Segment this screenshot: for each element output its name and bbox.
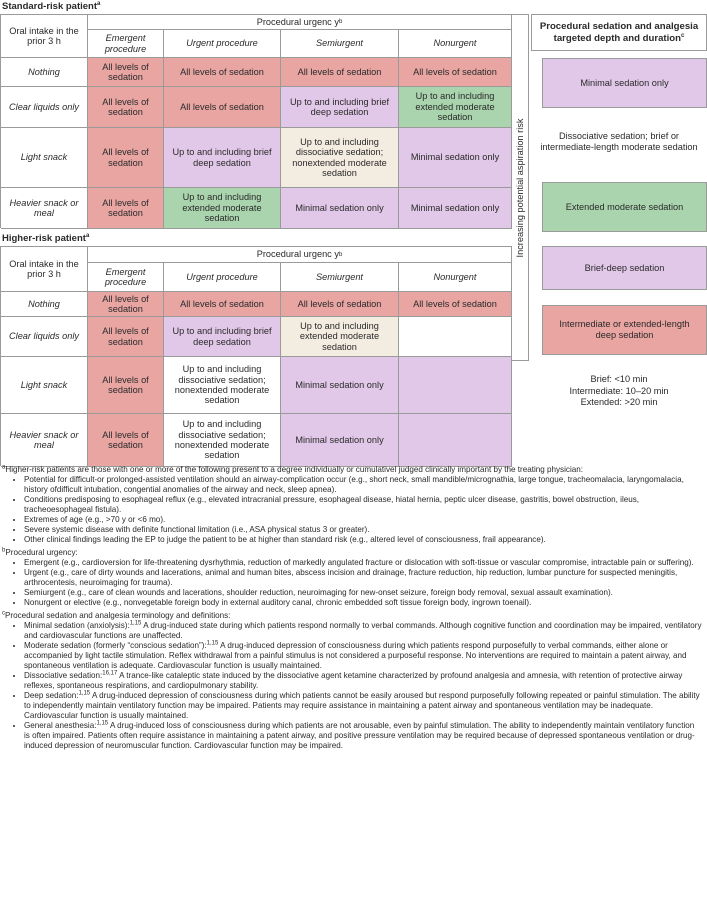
- table-cell: Up to and including brief deep sedation: [281, 87, 399, 128]
- table-cell: All levels of sedation: [88, 292, 164, 317]
- table-cell: All levels of sedation: [88, 414, 164, 467]
- row-label: Light snack: [1, 128, 88, 188]
- table-cell: All levels of sedation: [88, 128, 164, 188]
- footnotes: [2, 462, 702, 751]
- table-cell: Up to and including extended moderate sedation: [164, 188, 281, 229]
- footnote-item: • Extremes of age (e.g., >70 y or <6 mo).: [24, 515, 702, 525]
- procedural-urgency-header: Procedural urgenc y b: [88, 247, 512, 263]
- duration-legend: [531, 374, 707, 409]
- table-cell: Up to and including dissociative sedation; nonextended moderate sedation: [164, 414, 281, 467]
- footnote-item: • Nonurgent or elective (e.g., nonvegetable foreign body in external auditory canal, chronic embedded soft tissue foreign body, ingrown toenail).: [24, 598, 702, 608]
- table-cell: Up to and including dissociative sedation; nonextended moderate sedation: [281, 128, 399, 188]
- standard-risk-table: [0, 14, 512, 228]
- oral-intake-header: Oral intake in the prior 3 h: [1, 15, 88, 58]
- table-cell: [399, 414, 512, 467]
- column-header: Nonurgent: [399, 30, 512, 58]
- footnote-b: $^b$Procedural urgency: • Emergent (e.g., cardioversion for life-threatening dysrhythmia, reduction of markedly angulated fracture or dislocation with soft-tissue or vascular compromise, intractable pain or suffering). • Urgent (e.g., care of dirty wounds and lacerations, animal and human bites, abscess incision and drainage, fracture reduction, hip reduction, lumbar puncture for suspected meningitis, arthrocentesis, neuroimaging for trauma). • Semiurgent (e.g., care of clean wounds and lacerations, shoulder reduction, neuroimaging for new-onset seizure, foreign body removal, sexual assault examination). • Nonurgent or elective (e.g., nonvegetable foreign body in external auditory canal, chronic embedded soft tissue foreign body, ingrown toenail).: [2, 548, 702, 608]
- definition-item: • General anesthesia:$^{1,15}$ A drug-induced loss of consciousness during which patients are not arousable, even by painful stimulation. The ability to independently maintain ventilatory function is often impaired. Patients often require assistance in maintaining a patent airway, and positive pressure ventilation may be required because of depressed spontaneous ventilation or drug-induced depression of neuromuscular function. Cardiovascular function may be impaired.: [24, 721, 702, 751]
- row-label: Clear liquids only: [1, 317, 88, 357]
- standard-risk-title: Standard-risk patient$^a$: [2, 0, 101, 12]
- column-header: Semiurgent: [281, 30, 399, 58]
- table-cell: All levels of sedation: [281, 58, 399, 87]
- table-cell: Up to and including extended moderate sedation: [281, 317, 399, 357]
- risk-axis-label: Increasing potential aspiration risk: [514, 118, 525, 257]
- table-cell: All levels of sedation: [88, 87, 164, 128]
- footnote-a: $^a$Higher-risk patients are those with one or more of the following present to a degree individually or cumulativel judged clinically important by the treating physician: • Potential for difficult-or prolonged-assisted ventilation should an airway-complication occur (e.g., short neck, small mandible/micrognathia, large tongue, tracheomalacia, laryngomalacia, history ofdifficult intubation, congential anomalies of the airway and neck, sleep apnea). • Conditions predisposing to esophageal reflux (e.g., elevated intracranial pressure, esophageal disease, hiatal hernia, peptic ulcer disease, gastritis, bowel obstruction, ileus, tracheoesophageal fistula). • Extremes of age (e.g., >70 y or <6 mo). • Severe systemic disease with definite functional limitation (i.e., ASA physical status 3 or greater). • Other clinical findings leading the EP to judge the patient to be at higher than standard risk (e.g., altered level of consciousness, frail appearance).: [2, 465, 702, 545]
- table-cell: [399, 317, 512, 357]
- table-cell: All levels of sedation: [164, 87, 281, 128]
- row-label: Light snack: [1, 357, 88, 414]
- table-cell: Up to and including brief deep sedation: [164, 317, 281, 357]
- procedural-urgency-header: Procedural urgenc y b: [88, 15, 512, 30]
- table-cell: Minimal sedation only: [281, 357, 399, 414]
- oral-intake-header: Oral intake in the prior 3 h: [1, 247, 88, 292]
- legend-item: Dissociative sedation; brief or intermediate-length moderate sedation: [531, 117, 707, 167]
- column-header: Urgent procedure: [164, 30, 281, 58]
- table-cell: All levels of sedation: [399, 292, 512, 317]
- row-label: Nothing: [1, 58, 88, 87]
- legend-item: Intermediate or extended-length deep sedation: [542, 305, 707, 355]
- table-cell: Up to and including extended moderate sedation: [399, 87, 512, 128]
- column-header: Semiurgent: [281, 263, 399, 292]
- table-cell: All levels of sedation: [88, 188, 164, 229]
- column-header: Nonurgent: [399, 263, 512, 292]
- higher-risk-title: Higher-risk patient$^a$: [2, 232, 90, 244]
- row-label: Heavier snack or meal: [1, 414, 88, 467]
- column-header: Emergent procedure: [88, 30, 164, 58]
- legend-title: Procedural sedation and analgesia targeted depth and duration$^c$: [531, 14, 707, 51]
- table-cell: Up to and including dissociative sedation; nonextended moderate sedation: [164, 357, 281, 414]
- legend-item: Brief-deep sedation: [542, 246, 707, 290]
- duration-intermediate: Intermediate: 10–20 min: [569, 385, 669, 396]
- table-cell: All levels of sedation: [88, 58, 164, 87]
- duration-extended: Extended: >20 min: [580, 397, 658, 407]
- definition-item: • Dissociative sedation:$^{16,17}$ A trance-like cataleptic state induced by the dissociative agent ketamine characterized by profound analgesia and amnesia, with retention of protective airway reflexes, spontaneous respirations, and cardiopulmonary stability.: [24, 671, 702, 691]
- table-cell: [399, 357, 512, 414]
- footnote-item: • Potential for difficult-or prolonged-assisted ventilation should an airway-complication occur (e.g., short neck, small mandible/micrognathia, large tongue, tracheomalacia, laryngomalacia, history ofdifficult intubation, congential anomalies of the airway and neck, sleep apnea).: [24, 475, 702, 495]
- footnote-item: • Urgent (e.g., care of dirty wounds and lacerations, animal and human bites, abscess incision and drainage, fracture reduction, hip reduction, lumbar puncture for suspected meningitis, arthrocentesis, neuroimaging for trauma).: [24, 568, 702, 588]
- table-cell: All levels of sedation: [164, 58, 281, 87]
- footnote-item: • Severe systemic disease with definite functional limitation (i.e., ASA physical status 3 or greater).: [24, 525, 702, 535]
- row-label: Heavier snack or meal: [1, 188, 88, 229]
- table-cell: Minimal sedation only: [281, 188, 399, 229]
- column-header: Urgent procedure: [164, 263, 281, 292]
- footnote-c: $^c$Procedural sedation and analgesia terminology and definitions: • Minimal sedation (anxiolysis):$^{1,15}$ A drug-induced state during which patients respond normally to verbal commands. Although cognitive function and coordination may be impaired, ventilatory and cardiovascular functions are unaffected. • Moderate sedation (formerly “conscious sedation”):$^{1,15}$ A drug-induced depression of consciousness during which patients respond purposefully to verbal commands, either alone or accompanied by light tactile stimulation. Reflex withdrawal from a painful stimulus is not considered a purposeful response. No interventions are required to maintain a patent airway, and spontaneous ventilation is adequate. Cardiovascular function is usually maintained. • Dissociative sedation:$^{16,17}$ A trance-like cataleptic state induced by the dissociative agent ketamine characterized by profound analgesia and amnesia, with retention of protective airway reflexes, spontaneous respirations, and cardiopulmonary stability. • Deep sedation:$^{1,15}$ A drug-induced depression of consciousness during which patients cannot be easily aroused but respond purposefully following repeated or painful stimulation. The ability to independently maintain ventilatory function may be impaired. Patients may require assistance in maintaining a patent airway and spontaneous ventilation may be inadequate. Cardiovascular function is usually maintained. • General anesthesia:$^{1,15}$ A drug-induced loss of consciousness during which patients are not arousable, even by painful stimulation. The ability to independently maintain ventilatory function is often impaired. Patients often require assistance in maintaining a patent airway, and positive pressure ventilation may be required because of depressed spontaneous ventilation or drug-induced depression of neuromuscular function. Cardiovascular function may be impaired.: [2, 611, 702, 751]
- table-cell: Minimal sedation only: [399, 128, 512, 188]
- table-cell: Minimal sedation only: [281, 414, 399, 467]
- footnote-item: • Conditions predisposing to esophageal reflux (e.g., elevated intracranial pressure, esophageal disease, hiatal hernia, peptic ulcer disease, gastritis, bowel obstruction, ileus, tracheoesophageal fistula).: [24, 495, 702, 515]
- row-label: Nothing: [1, 292, 88, 317]
- legend-item: Minimal sedation only: [542, 58, 707, 108]
- definition-item: • Moderate sedation (formerly “conscious sedation”):$^{1,15}$ A drug-induced depression of consciousness during which patients respond purposefully to verbal commands, either alone or accompanied by light tactile stimulation. Reflex withdrawal from a painful stimulus is not considered a purposeful response. No interventions are required to maintain a patent airway, and spontaneous ventilation is adequate. Cardiovascular function is usually maintained.: [24, 641, 702, 671]
- higher-risk-table: [0, 246, 512, 466]
- table-cell: All levels of sedation: [88, 357, 164, 414]
- table-cell: All levels of sedation: [281, 292, 399, 317]
- definition-item: • Minimal sedation (anxiolysis):$^{1,15}$ A drug-induced state during which patients respond normally to verbal commands. Although cognitive function and coordination may be impaired, ventilatory and cardiovascular functions are unaffected.: [24, 621, 702, 641]
- table-cell: All levels of sedation: [88, 317, 164, 357]
- duration-brief: Brief: <10 min: [590, 374, 648, 384]
- column-header: Emergent procedure: [88, 263, 164, 292]
- table-cell: Minimal sedation only: [399, 188, 512, 229]
- row-label: Clear liquids only: [1, 87, 88, 128]
- definition-item: • Deep sedation:$^{1,15}$ A drug-induced depression of consciousness during which patients cannot be easily aroused but respond purposefully following repeated or painful stimulation. The ability to independently maintain ventilatory function may be impaired. Patients may require assistance in maintaining a patent airway and spontaneous ventilation may be inadequate. Cardiovascular function is usually maintained.: [24, 691, 702, 721]
- table-cell: Up to and including brief deep sedation: [164, 128, 281, 188]
- footnote-item: • Semiurgent (e.g., care of clean wounds and lacerations, shoulder reduction, neuroimaging for new-onset seizure, foreign body removal, sexual assault examination).: [24, 588, 702, 598]
- legend-item: Extended moderate sedation: [542, 182, 707, 232]
- table-cell: All levels of sedation: [164, 292, 281, 317]
- risk-axis: [511, 14, 529, 361]
- footnote-item: • Emergent (e.g., cardioversion for life-threatening dysrhythmia, reduction of markedly angulated fracture or dislocation with soft-tissue or vascular compromise, intractable pain or suffering).: [24, 558, 702, 568]
- table-cell: All levels of sedation: [399, 58, 512, 87]
- footnote-item: • Other clinical findings leading the EP to judge the patient to be at higher than standard risk (e.g., altered level of consciousness, frail appearance).: [24, 535, 702, 545]
